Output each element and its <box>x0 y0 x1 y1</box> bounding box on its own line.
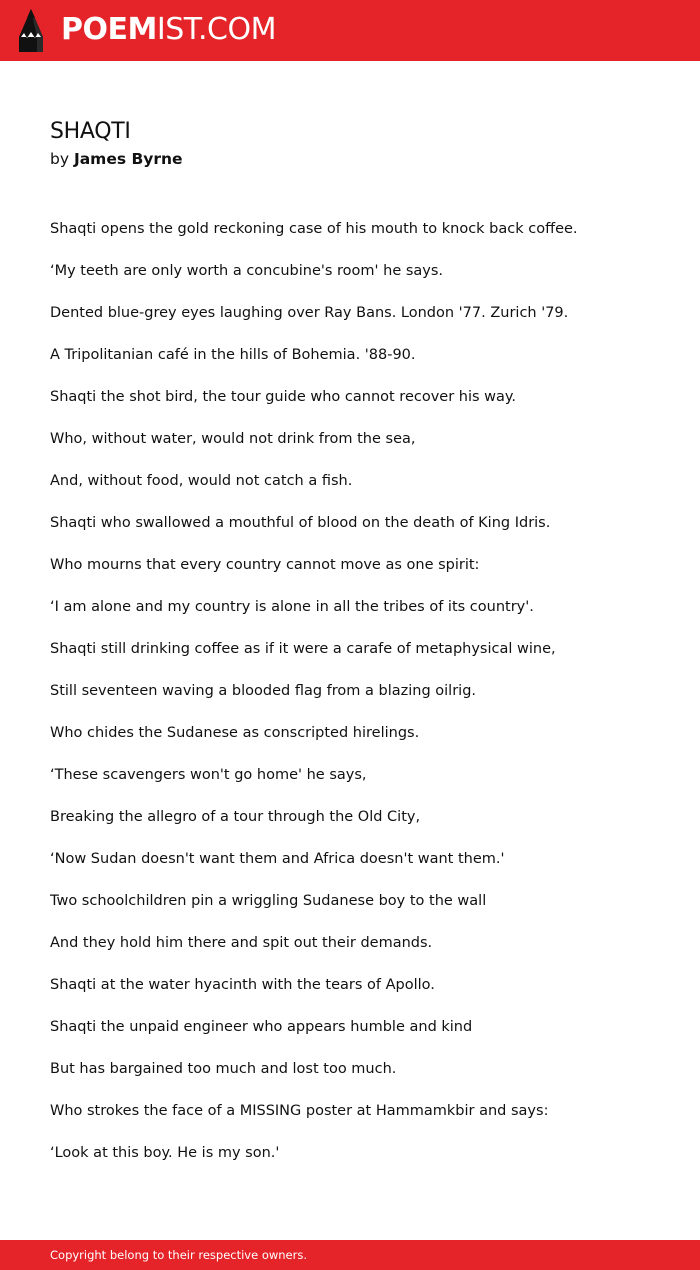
poem-line: ‘These scavengers won't go home' he says, <box>50 767 367 783</box>
poem-line: Breaking the allegro of a tour through the Old City, <box>50 809 421 825</box>
poem-line: Who mourns that every country cannot move as one spirit: <box>50 557 480 573</box>
poem-line: Who, without water, would not drink from the sea, <box>50 431 416 447</box>
site-header <box>0 0 700 61</box>
poem-line: Who chides the Sudanese as conscripted hirelings. <box>50 725 420 741</box>
poem-line: ‘Now Sudan doesn't want them and Africa doesn't want them.' <box>50 851 505 867</box>
poem-line: Shaqti at the water hyacinth with the tears of Apollo. <box>50 977 435 993</box>
poem-line: Shaqti the unpaid engineer who appears humble and kind <box>50 1019 473 1035</box>
pencil-tip-icon[interactable] <box>17 9 45 52</box>
poem-line: Still seventeen waving a blooded flag from a blazing oilrig. <box>50 683 477 699</box>
poem-line: And they hold him there and spit out their demands. <box>50 935 433 951</box>
poem-line: Shaqti the shot bird, the tour guide who cannot recover his way. <box>50 389 517 405</box>
poem-body <box>50 217 670 1183</box>
site-footer <box>0 1240 700 1270</box>
site-logo-text[interactable] <box>61 10 276 50</box>
poem-line: A Tripolitanian café in the hills of Bohemia. '88-90. <box>50 347 416 363</box>
poem-line: But has bargained too much and lost too much. <box>50 1061 397 1077</box>
brand-bold: POEM <box>61 12 157 47</box>
poem-title: SHAQTI <box>50 119 131 144</box>
poem-author: James Byrne <box>73 150 183 168</box>
copyright-notice: Copyright belong to their respective owners. <box>50 1248 308 1262</box>
poem-line: Shaqti still drinking coffee as if it were a carafe of metaphysical wine, <box>50 641 556 657</box>
by-label: by <box>50 150 70 168</box>
poem-line: Shaqti who swallowed a mouthful of blood on the death of King Idris. <box>50 515 551 531</box>
poem-line: And, without food, would not catch a fish. <box>50 473 353 489</box>
poem-line: ‘Look at this boy. He is my son.' <box>50 1145 280 1161</box>
poem-line: ‘I am alone and my country is alone in all the tribes of its country'. <box>50 599 534 615</box>
brand-light: IST.COM <box>156 12 276 47</box>
poem-byline <box>50 148 183 170</box>
poem-line: ‘My teeth are only worth a concubine's room' he says. <box>50 263 444 279</box>
poem-line: Who strokes the face of a MISSING poster at Hammamkbir and says: <box>50 1103 549 1119</box>
poem-line: Shaqti opens the gold reckoning case of his mouth to knock back coffee. <box>50 221 578 237</box>
poem-line: Dented blue-grey eyes laughing over Ray Bans. London '77. Zurich '79. <box>50 305 569 321</box>
poem-line: Two schoolchildren pin a wriggling Sudanese boy to the wall <box>50 893 487 909</box>
